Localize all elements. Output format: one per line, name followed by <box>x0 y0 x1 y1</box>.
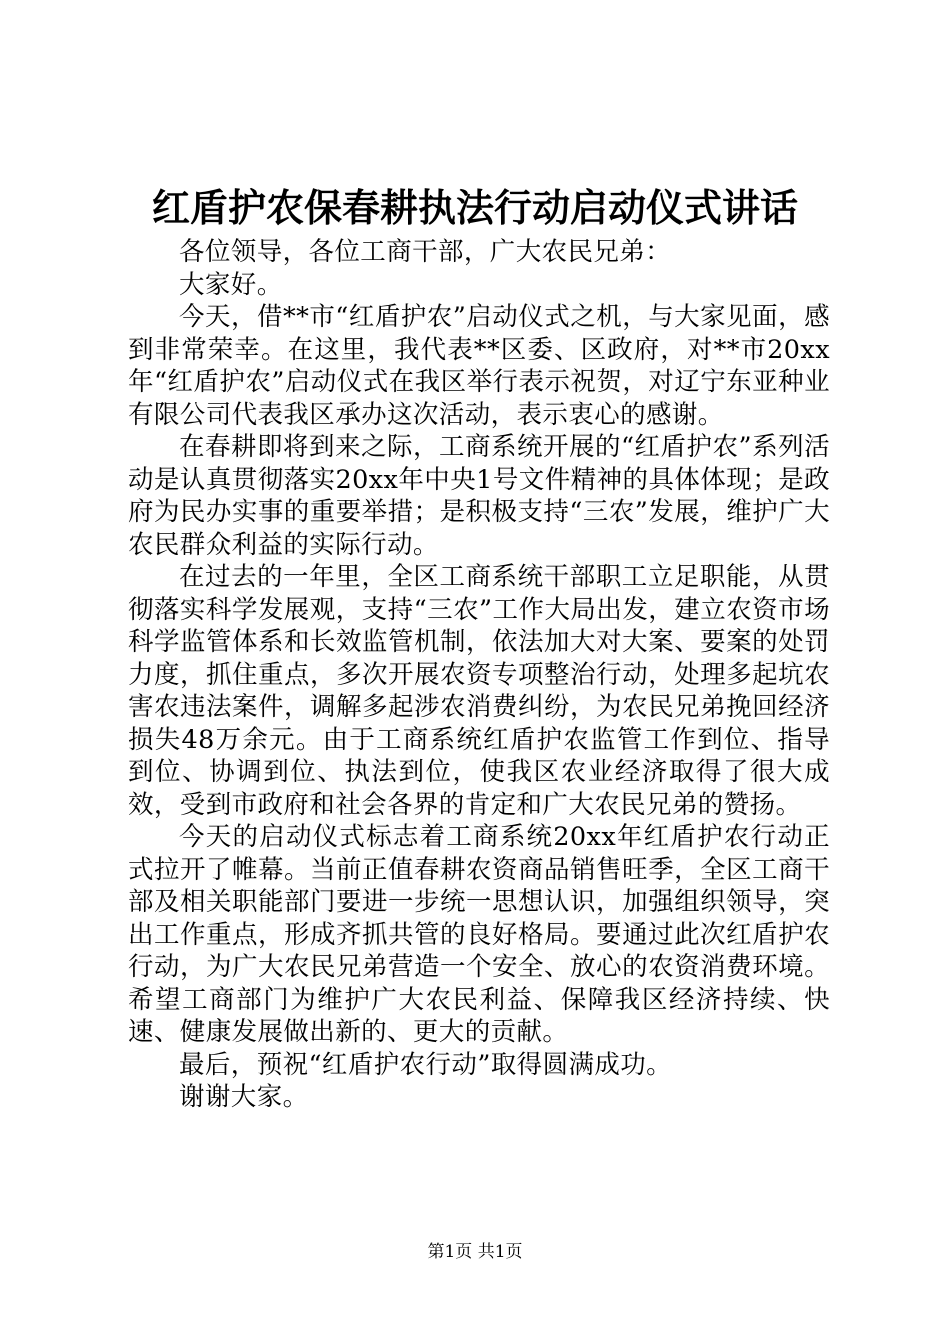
paragraph-requirements: 今天的启动仪式标志着工商系统20xx年红盾护农行动正式拉开了帷幕。当前正值春耕农资商品销售旺季，全区工商干部及相关职能部门要进一步统一思想认识，加强组织领导，突出工作重点，形成齐抓共管的良好格局。要通过此次红盾护农行动，为广大农民兄弟营造一个安全、放心的农资消费环境。希望工商部门为维护广大农民利益、保障我区经济持续、快速、健康发展做出新的、更大的贡献。 <box>128 822 830 1047</box>
paragraph-opening: 今天，借**市“红盾护农”启动仪式之机，与大家见面，感到非常荣幸。在这里，我代表**区委、区政府，对**市20xx年“红盾护农”启动仪式在我区举行表示祝贺，对辽宁东亚种业有限公司代表我区承办这次活动，表示衷心的感谢。 <box>128 302 830 430</box>
paragraph-achievements: 在过去的一年里，全区工商系统干部职工立足职能，从贯彻落实科学发展观，支持“三农”工作大局出发，建立农资市场科学监管体系和长效监管机制，依法加大对大案、要案的处罚力度，抓住重点，多次开展农资专项整治行动，处理多起坑农害农违法案件，调解多起涉农消费纠纷，为农民兄弟挽回经济损失48万余元。由于工商系统红盾护农监管工作到位、指导到位、协调到位、执法到位，使我区农业经济取得了很大成效，受到市政府和社会各界的肯定和广大农民兄弟的赞扬。 <box>128 562 830 820</box>
paragraph-wishes: 最后，预祝“红盾护农行动”取得圆满成功。 <box>179 1049 673 1080</box>
page-number-footer: 第1页 共1页 <box>427 1242 523 1262</box>
document-body <box>128 236 830 1114</box>
paragraph-significance: 在春耕即将到来之际，工商系统开展的“红盾护农”系列活动是认真贯彻落实20xx年中央1号文件精神的具体体现；是政府为民办实事的重要举措；是积极支持“三农”发展，维护广大农民群众利益的实际行动。 <box>128 432 830 560</box>
paragraph-thanks: 谢谢大家。 <box>179 1082 309 1112</box>
document-title: 红盾护农保春耕执法行动启动仪式讲话 <box>151 185 798 230</box>
paragraph-greeting: 大家好。 <box>179 269 283 300</box>
paragraph-salutation: 各位领导，各位工商干部，广大农民兄弟： <box>179 237 672 267</box>
